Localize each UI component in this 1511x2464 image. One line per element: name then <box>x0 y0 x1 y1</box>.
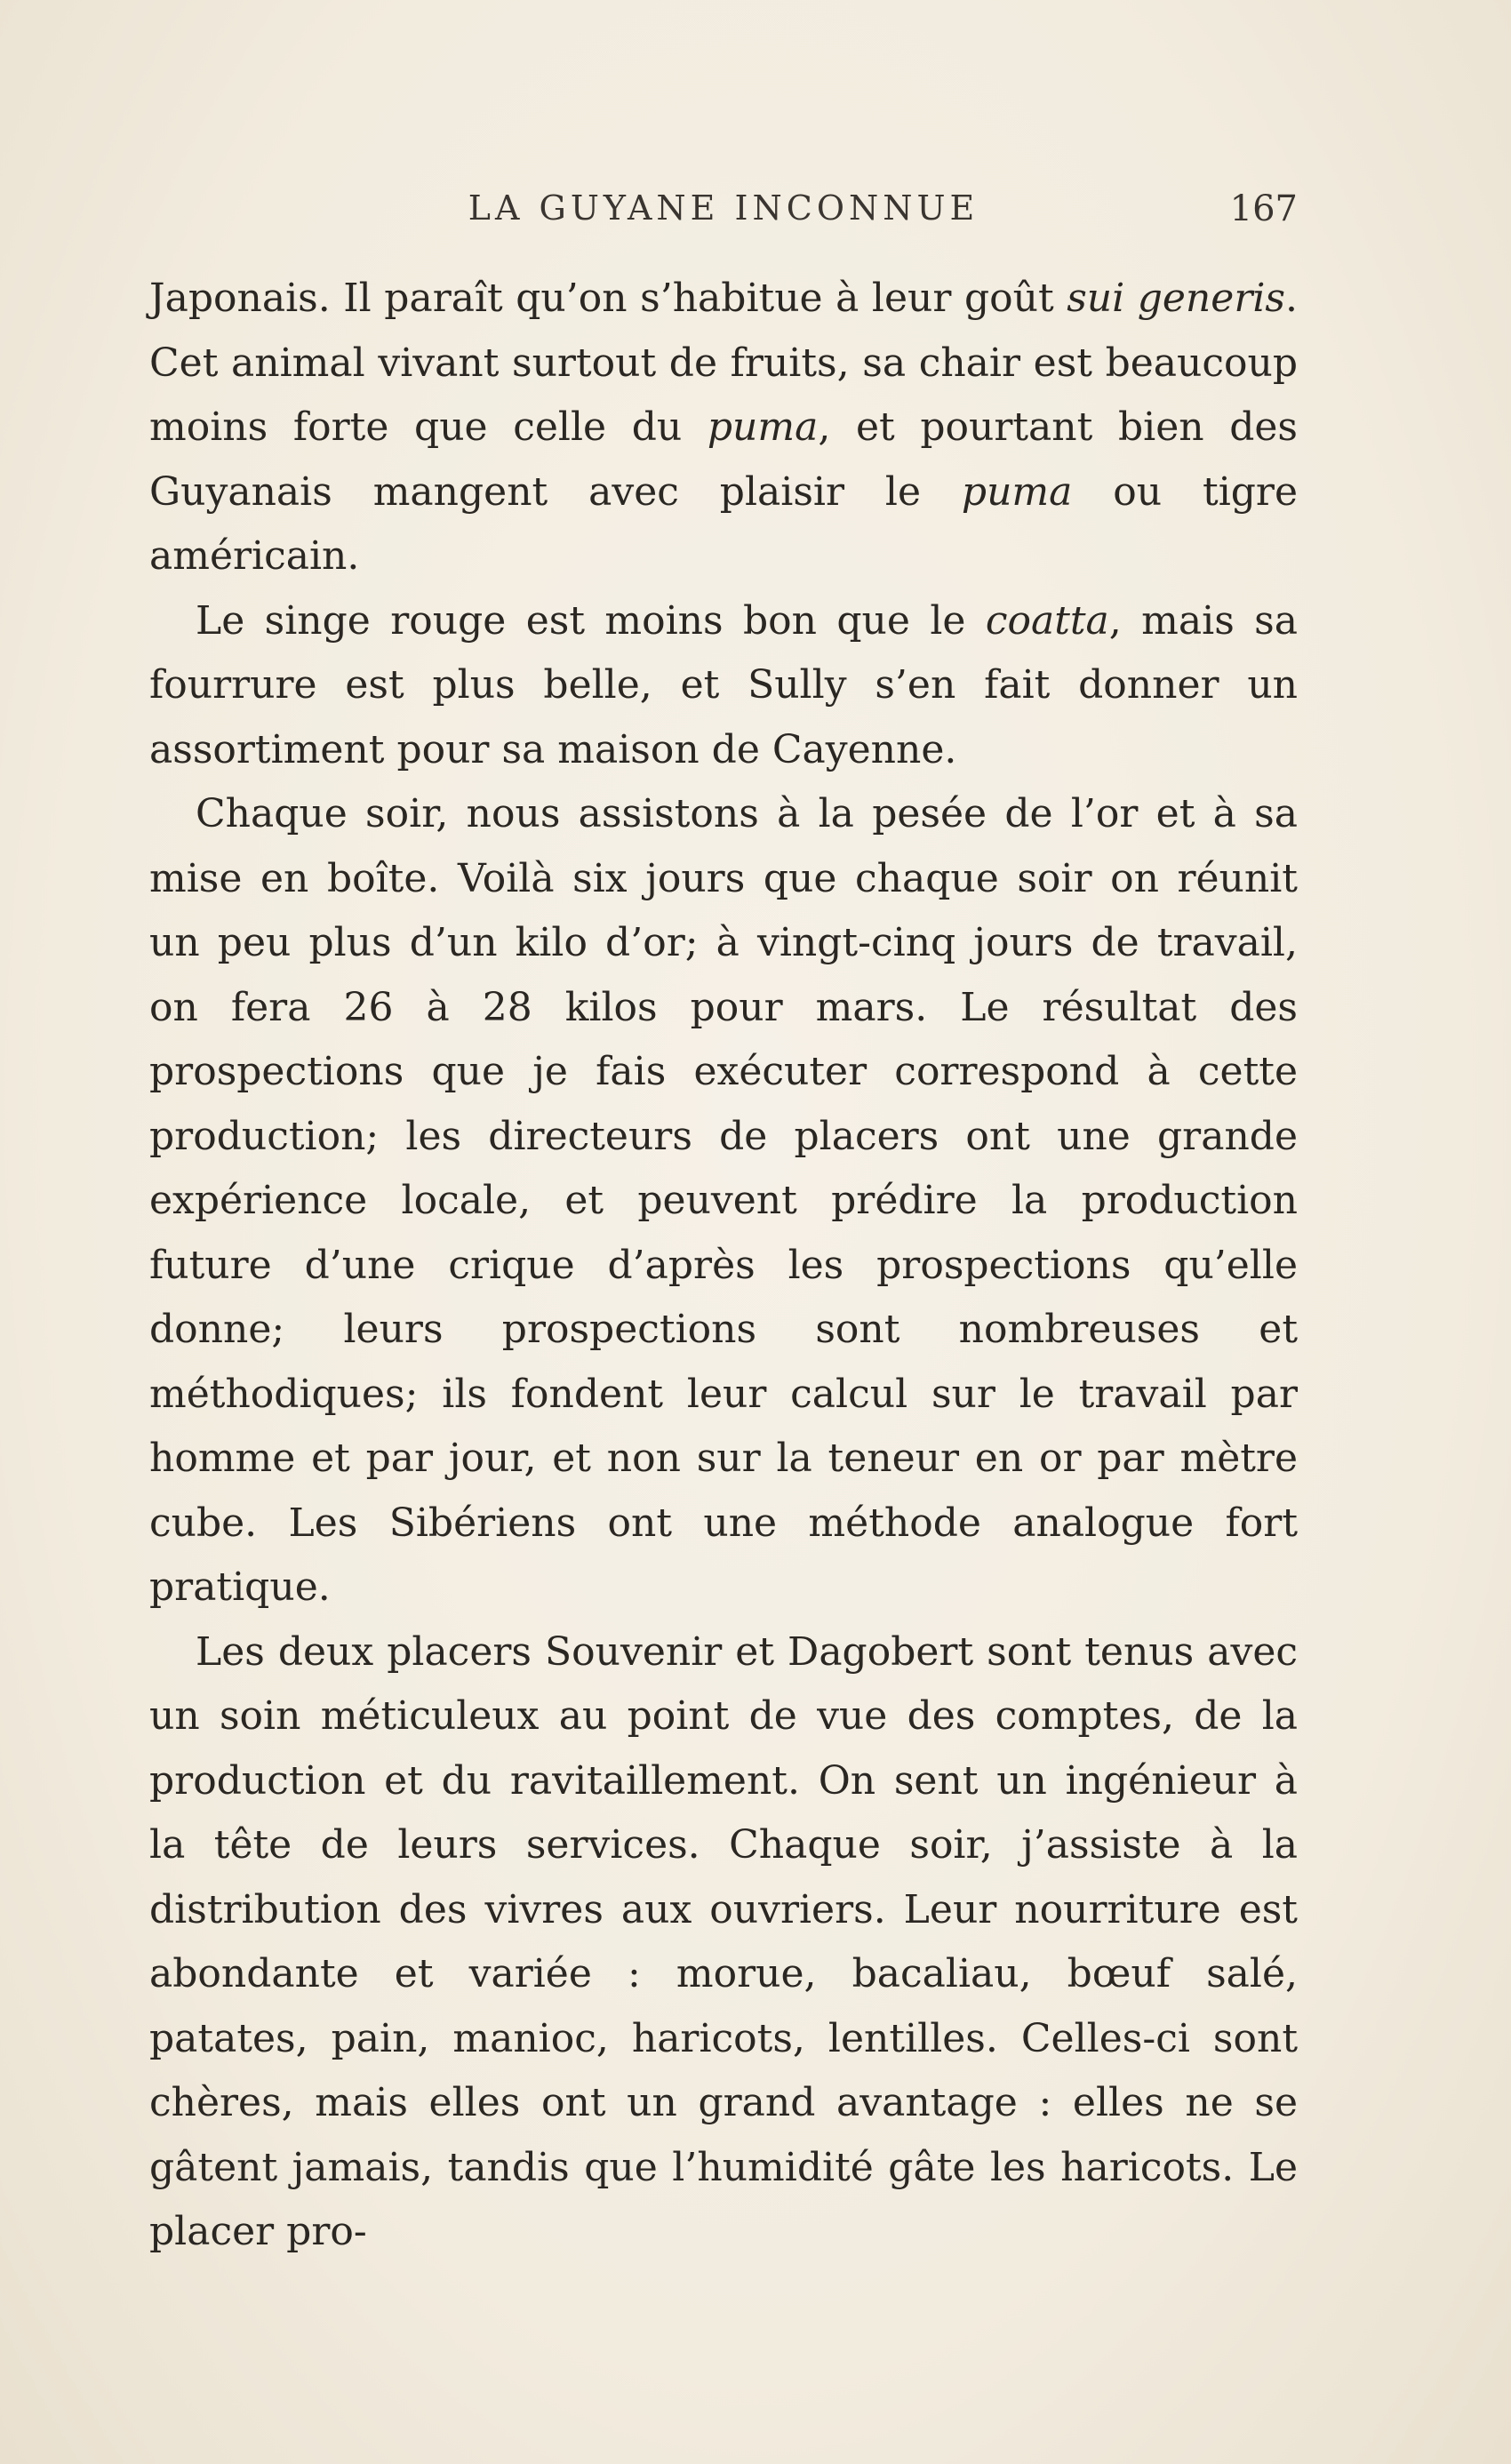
paragraph-2-text-2: , mais sa fourrure est plus belle, et Sully s’en fait donner un assortiment pour sa maison de Cayenne. <box>149 597 1298 772</box>
paragraph-4: Les deux placers Souvenir et Dagobert sont tenus avec un soin méticuleux au point de vue des comptes, de la production et du ravitaillement. On sent un ingénieur à la tête de leurs services. Chaque soir, j’assiste à la distribution des vivres aux ouvriers. Leur nourriture est abondante et variée : morue, bacaliau, bœuf salé, patates, pain, manioc, haricots, lentilles. Celles-ci sont chères, mais elles ont un grand avantage : elles ne se gâtent jamais, tandis que l’humidité gâte les haricots. Le placer pro- <box>149 1628 1298 2254</box>
paragraph-1-text-2: . Cet animal vivant surtout de fruits, sa chair est beaucoup moins forte que celle du <box>149 276 1298 450</box>
running-title: LA GUYANE INCONNUE <box>468 188 979 228</box>
paragraph-3: Chaque soir, nous assistons à la pesée de l’or et à sa mise en boîte. Voilà six jours que chaque soir on réunit un peu plus d’un kilo d’or; à vingt-cinq jours de travail, on fera 26 à 28 kilos pour mars. Le résultat des prospections que je fais exécuter correspond à cette production; les directeurs de placers ont une grande expérience locale, et peuvent prédire la production future d’une crique d’après les prospections qu’elle donne; leurs prospections sont nombreuses et méthodiques; ils fondent leur calcul sur le travail par homme et par jour, et non sur la teneur en or par mètre cube. Les Sibériens ont une méthode analogue fort pratique. <box>149 791 1298 1610</box>
italic-term-puma-2: puma <box>961 468 1073 515</box>
paragraph-1-text-1: Japonais. Il paraît qu’on s’habitue à leur goût <box>149 276 1067 321</box>
paragraph-1-text-3: , et pourtant bien des Guyanais mangent avec plaisir le <box>149 404 1298 515</box>
page-number: 167 <box>1229 188 1298 229</box>
paragraph-1 <box>149 267 1298 589</box>
italic-term-sui-generis: sui generis <box>1067 276 1285 321</box>
italic-term-coatta: coatta <box>985 597 1109 644</box>
paragraph-2-text-1: Le singe rouge est moins bon que le <box>196 597 986 644</box>
body-text <box>149 267 1298 2265</box>
page-header <box>149 178 1298 249</box>
paragraph-1-text-4: ou tigre américain. <box>149 468 1299 579</box>
italic-term-puma-1: puma <box>707 404 819 450</box>
paragraph-2 <box>149 589 1298 783</box>
